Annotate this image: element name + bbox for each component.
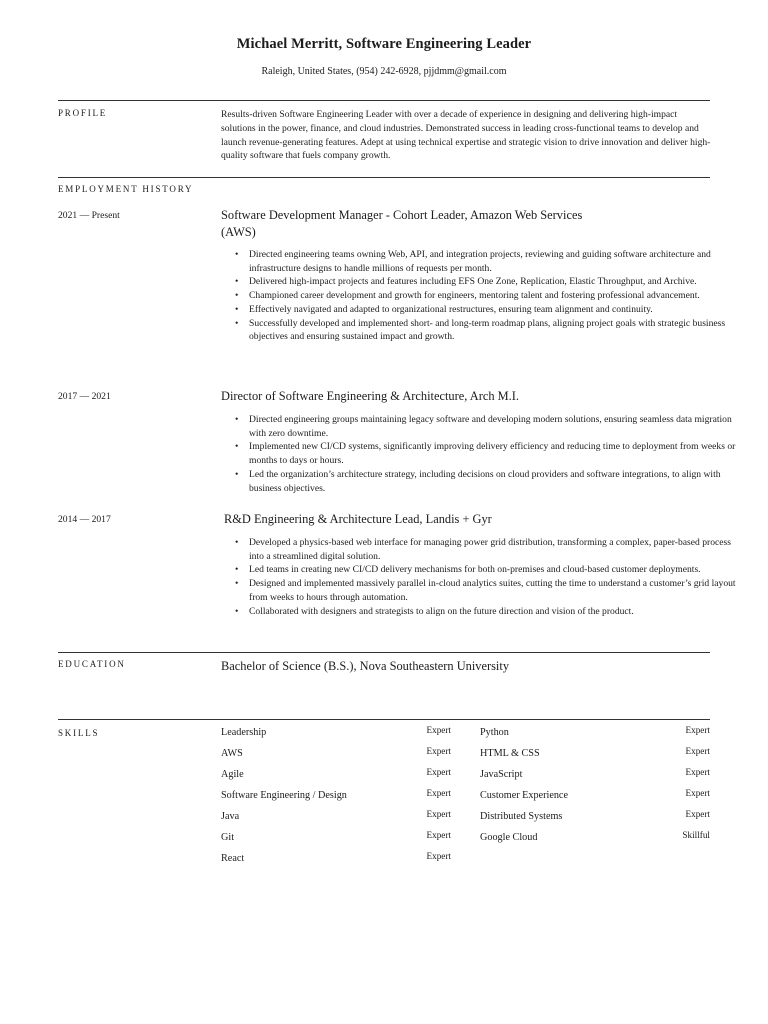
skill-level: Expert <box>426 746 451 756</box>
skill-level: Expert <box>426 725 451 735</box>
skill-level: Expert <box>426 788 451 798</box>
job-1-dates: 2021 — Present <box>58 210 120 221</box>
skill-name: Git <box>221 832 235 843</box>
skill-level: Expert <box>685 809 710 819</box>
skill-name: Customer Experience <box>480 790 568 801</box>
list-item: • Directed engineering teams owning Web, API, and integration projects, reviewing and guiding software architecture and infrastructure designs to handle millions of requests per month. <box>249 248 744 275</box>
skill-row <box>480 725 710 746</box>
list-item: • Implemented new CI/CD systems, significantly improving delivery efficiency and reducing time to deployment from weeks or months to days or hours. <box>249 440 744 467</box>
skill-name: Python <box>480 727 509 738</box>
skill-name: HTML & CSS <box>480 748 540 759</box>
job-3-dates: 2014 — 2017 <box>58 514 111 525</box>
skill-row <box>480 767 710 788</box>
skill-name: JavaScript <box>480 769 523 780</box>
candidate-name: Michael Merritt, Software Engineering Leader <box>236 36 532 52</box>
list-item: • Collaborated with designers and strategists to align on the future direction and vision of the product. <box>249 605 744 619</box>
skill-level: Expert <box>685 788 710 798</box>
skill-name: Java <box>221 811 240 822</box>
job-2-dates: 2017 — 2021 <box>58 391 111 402</box>
skill-name: Leadership <box>221 727 267 738</box>
skill-name: Distributed Systems <box>480 811 563 822</box>
skill-level: Expert <box>685 767 710 777</box>
job-3-title: R&D Engineering & Architecture Lead, Landis + Gyr <box>224 512 492 526</box>
skill-row <box>221 809 451 830</box>
job-2-title: Director of Software Engineering & Architecture, Arch M.I. <box>221 389 519 403</box>
skill-row <box>221 725 451 746</box>
employment-heading: EMPLOYMENT HISTORY <box>58 184 194 194</box>
skill-name: Software Engineering / Design <box>221 790 347 801</box>
skill-row <box>221 746 451 767</box>
skill-name: Agile <box>221 769 244 780</box>
skill-row <box>480 809 710 830</box>
list-item: • Designed and implemented massively parallel in-cloud analytics suites, cutting the time to understand a customer’s grid layout from weeks to hours through automation. <box>249 577 744 604</box>
profile-summary: Results-driven Software Engineering Leader with over a decade of experience in designing and delivering high-impact solutions in the power, finance, and cloud industries. Demonstrated success in leading cross-functional teams to develop and launch revenue-generating features. Adept at using technical expertise and strategic vision to drive innovation and deliver high-quality software that fuels company growth. <box>221 109 711 162</box>
employment-divider <box>58 177 710 178</box>
list-item: • Led the organization’s architecture strategy, including decisions on cloud providers and software integrations, to align with business objectives. <box>249 468 744 495</box>
job-2-bullets <box>221 413 744 495</box>
profile-heading: PROFILE <box>58 108 108 118</box>
skill-name: React <box>221 853 245 864</box>
profile-divider <box>58 100 710 101</box>
skill-row <box>221 830 451 851</box>
list-item: • Developed a physics-based web interface for managing power grid distribution, transforming a complex, paper-based process into a streamlined digital solution. <box>249 536 744 563</box>
list-item: • Successfully developed and implemented short- and long-term roadmap plans, aligning project goals with strategic business objectives and ensuring sustained impact and growth. <box>249 317 744 344</box>
skill-name: AWS <box>221 748 243 759</box>
skill-level: Expert <box>426 851 451 861</box>
list-item: • Championed career development and growth for engineers, mentoring talent and fostering professional advancement. <box>249 289 744 303</box>
skill-row <box>221 851 451 872</box>
skills-column-left <box>221 725 451 872</box>
skill-level: Skillful <box>682 830 710 840</box>
education-divider <box>58 652 710 653</box>
list-item: • Directed engineering groups maintaining legacy software and developing modern solutions, ensuring seamless data migration with zero downtime. <box>249 413 744 440</box>
education-heading: EDUCATION <box>58 659 126 669</box>
skill-level: Expert <box>426 830 451 840</box>
skill-row <box>221 767 451 788</box>
skill-row <box>480 788 710 809</box>
job-1-bullets <box>221 248 744 344</box>
contact-info: Raleigh, United States, (954) 242-6928, pjjdmm@gmail.com <box>261 66 507 77</box>
job-1-title: Software Development Manager - Cohort Leader, Amazon Web Services (AWS) <box>221 208 583 239</box>
skills-divider <box>58 719 710 720</box>
skills-column-right <box>480 725 710 851</box>
list-item: • Led teams in creating new CI/CD delivery mechanisms for both on-premises and cloud-based customer deployments. <box>249 563 744 577</box>
skill-row <box>480 746 710 767</box>
list-item: • Effectively navigated and adapted to organizational restructures, ensuring team alignment and continuity. <box>249 303 744 317</box>
skill-level: Expert <box>685 746 710 756</box>
skill-name: Google Cloud <box>480 832 538 843</box>
list-item: • Delivered high-impact projects and features including EFS One Zone, Replication, Elastic Throughput, and Archive. <box>249 275 744 289</box>
skill-row <box>480 830 710 851</box>
skills-heading: SKILLS <box>58 728 100 738</box>
skill-level: Expert <box>426 767 451 777</box>
skill-level: Expert <box>426 809 451 819</box>
job-3-bullets <box>221 536 744 618</box>
education-degree: Bachelor of Science (B.S.), Nova Southeastern University <box>221 659 510 673</box>
skill-level: Expert <box>685 725 710 735</box>
skill-row <box>221 788 451 809</box>
